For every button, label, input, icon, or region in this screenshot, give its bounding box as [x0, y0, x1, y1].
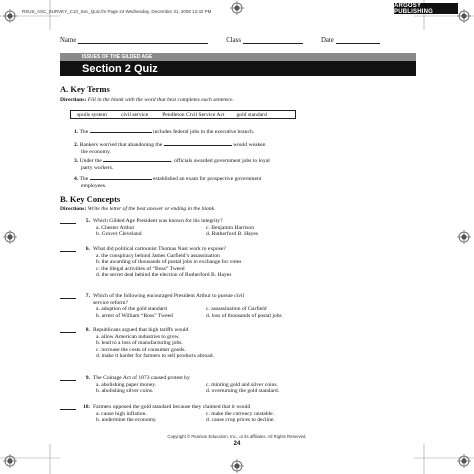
question-text: Republicans argued that high tariffs would	[93, 327, 189, 333]
answer-option: c. increase the costs of consumer goods.	[96, 346, 186, 353]
section-b-directions	[60, 206, 215, 212]
section-a-directions	[60, 97, 234, 103]
answer-blank[interactable]	[60, 246, 76, 252]
question-number: 1.	[74, 129, 79, 135]
page-number: 24	[233, 441, 241, 447]
question-10	[60, 404, 400, 424]
section-a-heading: A. Key Terms	[60, 84, 110, 94]
question-number: 7.	[85, 293, 90, 299]
word-bank	[70, 110, 296, 119]
question-6	[60, 246, 400, 279]
question-text: The	[79, 176, 89, 182]
question-7	[60, 293, 400, 319]
registration-mark-icon	[230, 459, 244, 473]
answer-option: c. make the currency unstable.	[206, 410, 275, 417]
answer-option: b. abolishing silver coins.	[96, 388, 154, 395]
name-class-date-row	[60, 36, 405, 44]
answer-option: d. Rutherford B. Hayes	[206, 231, 259, 238]
word-bank-item: Pendleton Civil Service Act	[162, 111, 225, 118]
answer-option: d. make it harder for farmers to sell products abroad.	[96, 353, 214, 360]
registration-mark-icon	[3, 230, 17, 244]
answer-blank[interactable]	[60, 375, 76, 381]
copyright: Copyright © Pearson Education, Inc., or its affiliates. All Rights Reserved.	[167, 434, 307, 439]
question-text: party workers.	[81, 164, 114, 171]
question-3	[74, 156, 404, 171]
name-label: Name	[60, 37, 77, 44]
answer-blank[interactable]	[164, 140, 232, 146]
question-8	[60, 327, 400, 360]
registration-mark-icon	[457, 454, 471, 468]
file-slug: RSUS_ASC_SURVEY_C10_Sec_Quiz.fm Page 24 Wednesday, December 31, 2008 12:42 PM	[22, 9, 212, 14]
answer-option: b. undermine the economy.	[96, 417, 157, 424]
question-number: 10.	[83, 404, 90, 410]
directions-label: Directions:	[60, 206, 87, 212]
directions-text: Write the letter of the best answer or ending in the blank.	[87, 206, 216, 212]
registration-mark-icon	[3, 454, 17, 468]
answer-option: d. the secret deal behind the election of Rutherford B. Hayes	[96, 272, 232, 279]
question-number: 4.	[74, 176, 79, 182]
question-number: 5.	[85, 218, 90, 224]
word-bank-item: civil service	[121, 111, 149, 118]
answer-blank[interactable]	[60, 218, 76, 224]
answer-blank[interactable]	[60, 293, 76, 299]
answer-blank[interactable]	[103, 156, 171, 162]
answer-option: a. cause high inflation.	[96, 410, 147, 417]
question-4	[74, 174, 404, 189]
question-text: Which Gilded Age President was known for his integrity?	[93, 218, 223, 224]
question-number: 8.	[85, 327, 90, 333]
name-field[interactable]	[78, 36, 208, 44]
word-bank-item: spoils system	[77, 111, 107, 118]
answer-option: b. lead to a loss of manufacturing jobs.	[96, 340, 183, 347]
question-text: The	[79, 129, 89, 135]
registration-mark-icon	[457, 9, 471, 23]
question-number: 9.	[85, 375, 90, 381]
answer-option: c. assassination of Garfield	[206, 306, 267, 313]
question-1	[74, 127, 404, 136]
directions-text: Fill in the blank with the word that best completes each sentence.	[87, 97, 234, 103]
question-5	[60, 218, 400, 238]
date-field[interactable]	[336, 36, 380, 44]
section-b-heading: B. Key Concepts	[60, 194, 121, 204]
answer-option: d. loss of thousands of postal jobs	[206, 312, 282, 319]
answer-option: c. minting gold and silver coins.	[206, 381, 278, 388]
answer-option: a. abolishing paper money.	[96, 381, 157, 388]
question-text: Farmers opposed the gold standard because they claimed that it would	[93, 404, 251, 410]
answer-blank[interactable]	[60, 404, 76, 410]
question-text: established an exam for prospective government	[153, 176, 262, 182]
question-text: , officials awarded government jobs to loyal	[171, 158, 270, 164]
question-2	[74, 140, 404, 155]
question-text: The Coinage Act of 1873 caused protest by	[93, 375, 190, 381]
question-text: employees.	[81, 182, 107, 189]
answer-option: d. overturning the gold standard.	[206, 388, 280, 395]
question-text: service reform?	[93, 299, 128, 306]
question-number: 3.	[74, 158, 79, 164]
section-kicker: ISSUES OF THE GILDED AGE	[60, 53, 416, 61]
answer-blank[interactable]	[60, 327, 76, 333]
question-number: 2.	[74, 142, 79, 148]
answer-option: d. cause crop prices to decline.	[206, 417, 275, 424]
question-text: Bankers worried that abandoning the	[79, 142, 163, 148]
question-text: includes federal jobs in the executive branch.	[153, 129, 255, 135]
class-label: Class	[226, 37, 241, 44]
question-text: the economy.	[81, 148, 111, 155]
question-text: What did political cartoonist Thomas Nast work to expose?	[93, 246, 226, 252]
registration-mark-icon	[230, 1, 244, 15]
question-text: would weaken	[233, 142, 266, 148]
directions-label: Directions:	[60, 97, 87, 103]
word-bank-item: gold standard	[236, 111, 267, 118]
quiz-title: Section 2 Quiz	[60, 61, 416, 76]
answer-option: a. Chester Arthur	[96, 224, 135, 231]
publisher-badge: ARGOSY PUBLISHING	[394, 3, 458, 14]
answer-blank[interactable]	[90, 127, 152, 133]
registration-mark-icon	[3, 9, 17, 23]
question-number: 6.	[85, 246, 90, 252]
answer-option: a. the conspiracy behind James Garfield’s assassination	[96, 252, 220, 259]
answer-option: b. the awarding of thousands of postal jobs in exchange for votes	[96, 259, 242, 266]
question-9	[60, 375, 400, 395]
class-field[interactable]	[243, 36, 303, 44]
answer-option: b. arrest of William “Boss” Tweed	[96, 312, 173, 319]
answer-option: a. allow American industries to grow.	[96, 333, 180, 340]
answer-option: a. adoption of the gold standard	[96, 306, 167, 313]
answer-option: c. the illegal activities of “Boss” Tweed	[96, 265, 185, 272]
answer-option: c. Benjamin Harrison	[206, 224, 255, 231]
date-label: Date	[320, 37, 334, 44]
registration-mark-icon	[457, 230, 471, 244]
answer-option: b. Grover Cleveland	[96, 231, 142, 238]
answer-blank[interactable]	[90, 174, 152, 180]
question-text: Under the	[79, 158, 102, 164]
question-text: Which of the following encouraged President Arthur to pursue civil	[93, 293, 245, 299]
